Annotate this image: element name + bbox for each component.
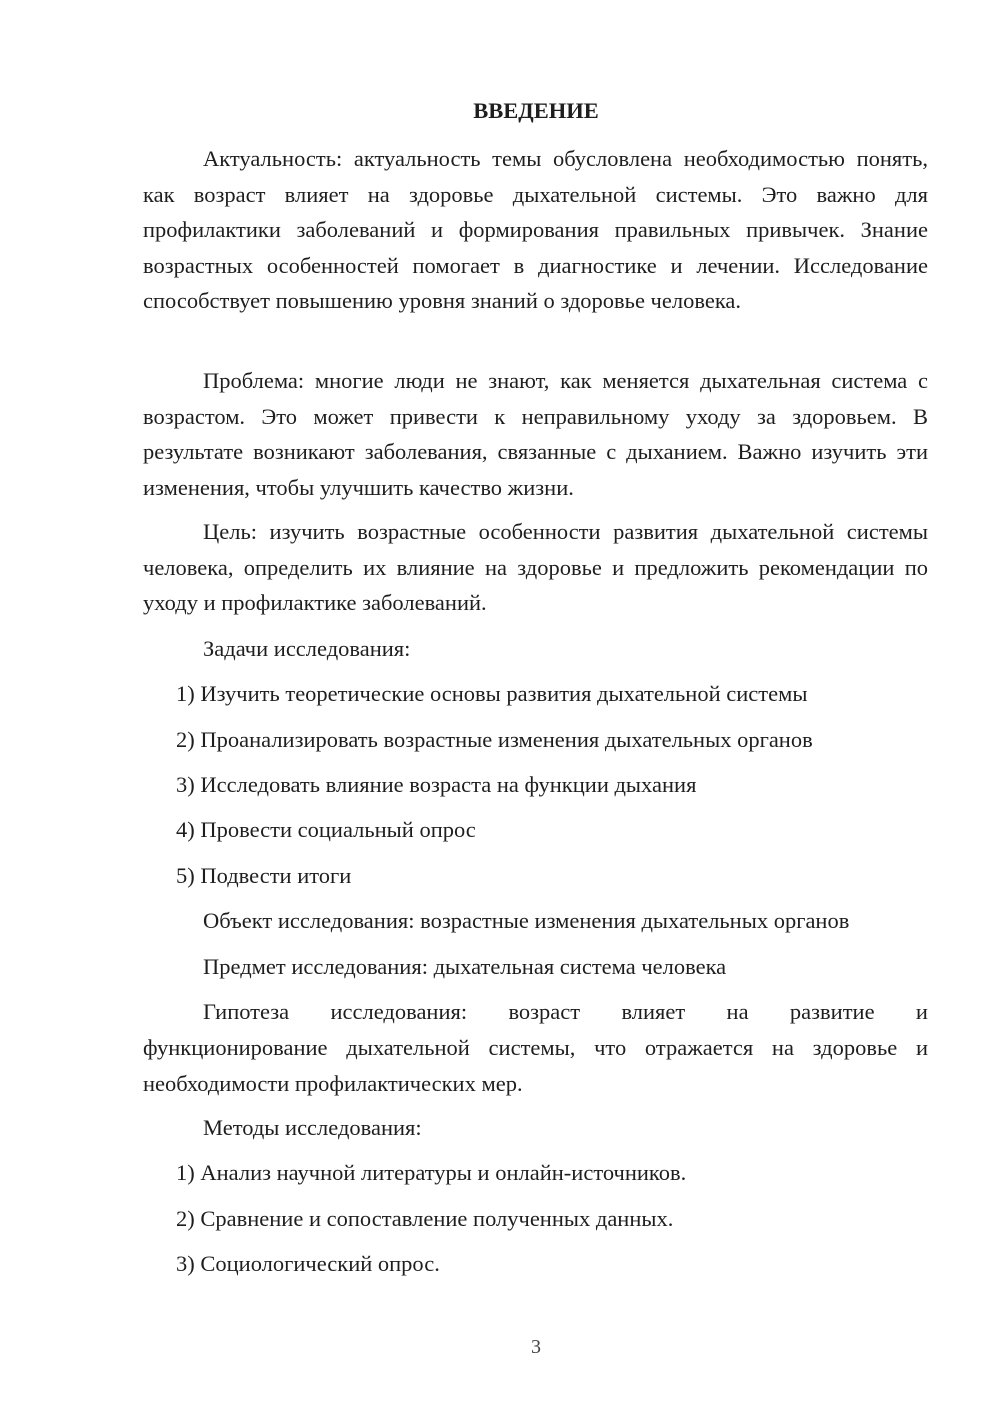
hypothesis-word: развитие	[789, 999, 875, 1024]
research-object: Объект исследования: возрастные изменения дыхательных органов	[203, 908, 850, 933]
task-item: 3) Исследовать влияние возраста на функции дыхания	[176, 772, 697, 797]
task-item: 1) Изучить теоретические основы развития дыхательной системы	[176, 681, 808, 706]
problem-paragraph: Проблема: многие люди не знают, как меняется дыхательная система с возрастом. Это может привести к неправильному уходу за здоровьем. В результате возникают заболевания, связанные с дыханием. Важно изучить эти изменения, чтобы улучшить качество жизни.	[143, 368, 928, 500]
hypothesis-word: Гипотеза	[203, 999, 290, 1024]
method-item: 3) Социологический опрос.	[176, 1251, 440, 1276]
task-item: 4) Провести социальный опрос	[176, 817, 476, 842]
task-item: 5) Подвести итоги	[176, 863, 352, 888]
goal-paragraph: Цель: изучить возрастные особенности развития дыхательной системы человека, определить их влияние на здоровье и предложить рекомендации по уходу и профилактике заболеваний.	[143, 519, 928, 615]
hypothesis-word: возраст	[508, 999, 581, 1024]
methods-heading: Методы исследования:	[203, 1115, 422, 1140]
task-item: 2) Проанализировать возрастные изменения дыхательных органов	[176, 727, 813, 752]
hypothesis-continuation: функционирование дыхательной системы, что отражается на здоровье и необходимости профилактических мер.	[143, 1035, 928, 1096]
method-item: 1) Анализ научной литературы и онлайн-источников.	[176, 1160, 687, 1185]
hypothesis-word: и	[915, 999, 928, 1024]
tasks-heading: Задачи исследования:	[203, 636, 411, 661]
relevance-paragraph: Актуальность: актуальность темы обусловлена необходимостью понять, как возраст влияет на здоровье дыхательной системы. Это важно для профилактики заболеваний и формирования правильных привычек. Знание возрастных особенностей помогает в диагностике и лечении. Исследование способствует повышению уровня знаний о здоровье человека.	[143, 146, 928, 313]
page-number: 3	[531, 1336, 541, 1358]
hypothesis-first-line	[203, 997, 928, 1027]
hypothesis-word: влияет	[621, 999, 686, 1024]
method-item: 2) Сравнение и сопоставление полученных данных.	[176, 1206, 674, 1231]
page-title: ВВЕДЕНИЕ	[473, 98, 599, 123]
research-subject: Предмет исследования: дыхательная система человека	[203, 954, 727, 979]
hypothesis-word: на	[726, 999, 749, 1024]
hypothesis-word: исследования:	[330, 999, 468, 1024]
